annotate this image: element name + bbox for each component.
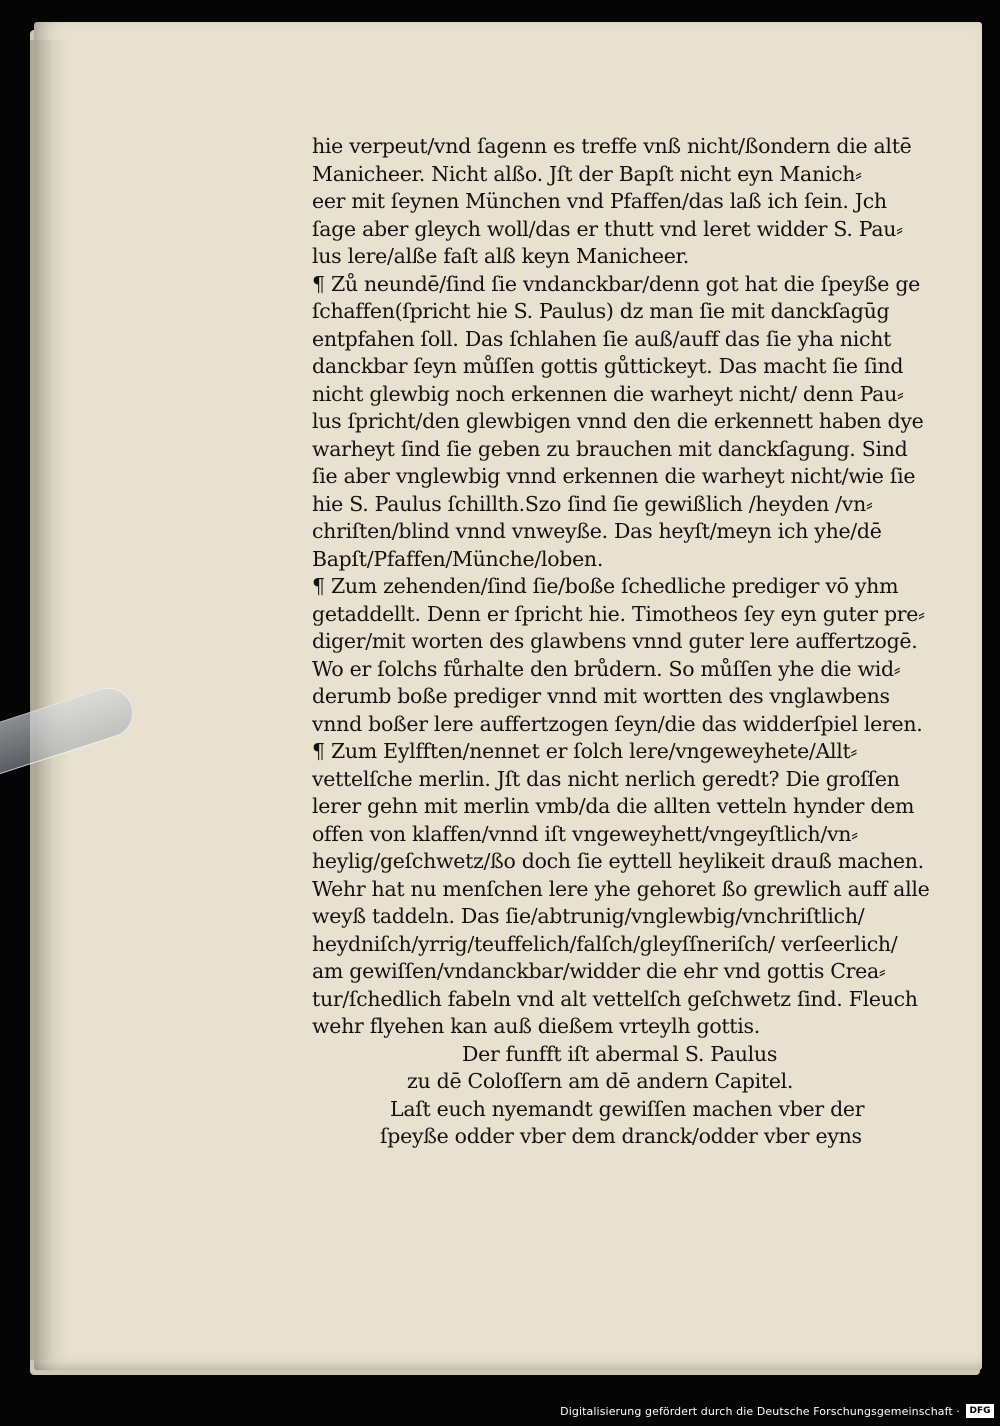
text-line: Manicheer. Nicht alßo. Jſt der Bapſt nicht eyn Manich⸗ bbox=[312, 161, 862, 186]
text-line: weyß taddeln. Das ſie/abtrunig/vnglewbig/vnchriſtlich/ bbox=[312, 904, 865, 928]
section-heading-line: Der funfft iſt abermal S. Paulus bbox=[462, 1041, 778, 1066]
text-line: ¶ Zů neundē/ſind ſie vndanckbar/denn got hat die ſpeyße ge bbox=[312, 271, 921, 296]
text-line: am gewiſſen/vndanckbar/widder die ehr vnd gottis Crea⸗ bbox=[312, 959, 886, 983]
text-line: derumb boße prediger vnnd mit wortten des vnglawbens bbox=[312, 684, 890, 708]
text-line: eer mit ſeynen München vnd Pfaffen/das laß ich ſein. Jch bbox=[312, 189, 887, 213]
text-line: getaddellt. Denn er ſpricht hie. Timotheos ſey eyn guter pre⸗ bbox=[312, 601, 925, 626]
text-line: tur/ſchedlich fabeln vnd alt vettelſch geſchwetz ſind. Fleuch bbox=[312, 986, 918, 1011]
text-line: Wehr hat nu menſchen lere yhe gehoret ßo grewlich auff alle bbox=[312, 876, 930, 901]
text-line: ¶ Zum Eylfften/nennet er ſolch lere/vngeweyhete/Allt⸗ bbox=[312, 739, 857, 763]
text-line: vettelſche merlin. Jſt das nicht nerlich geredt? Die groſſen bbox=[312, 766, 900, 791]
main-text-block bbox=[312, 133, 974, 1151]
text-line: ſchaffen(ſpricht hie S. Paulus) dz man ſie mit danckſagūg bbox=[312, 299, 890, 323]
text-line: heydniſch/yrrig/teuffelich/falſch/gleyſſneriſch/ verſeerlich/ bbox=[312, 931, 898, 956]
text-line: danckbar ſeyn můſſen gottis gůttickeyt. Das macht ſie ſind bbox=[312, 354, 904, 378]
text-line: ſie aber vnglewbig vnnd erkennen die warheyt nicht/wie ſie bbox=[312, 464, 916, 488]
text-line: Laſt euch nyemandt gewiſſen machen vber der bbox=[390, 1096, 865, 1121]
section-heading-line: zu dē Coloſſern am dē andern Capitel. bbox=[407, 1069, 794, 1093]
text-line: lus ſpricht/den glewbigen vnnd den die erkennett haben dye bbox=[312, 409, 924, 433]
text-line: warheyt ſind ſie geben zu brauchen mit danckſagung. Sind bbox=[312, 436, 908, 461]
text-line: nicht glewbig noch erkennen die warheyt nicht/ denn Pau⸗ bbox=[312, 381, 904, 406]
text-line: heylig/geſchwetz/ßo doch ſie eyttell heylikeit drauß machen. bbox=[312, 849, 924, 873]
text-line: ſage aber gleych woll/das er thutt vnd leret widder S. Pau⸗ bbox=[312, 216, 903, 241]
text-line: diger/mit worten des glawbens vnnd guter lere auffertzogē. bbox=[312, 629, 918, 653]
text-line: chriſten/blind vnnd vnweyße. Das heyſt/meyn ich yhe/dē bbox=[312, 519, 882, 543]
text-line: Bapſt/Pfaffen/Münche/loben. bbox=[312, 546, 604, 571]
text-line: Wo er ſolchs fůrhalte den brůdern. So můſſen yhe die wid⸗ bbox=[312, 656, 901, 681]
digitization-footer bbox=[0, 1404, 1000, 1420]
text-line: lus lere/alße faſt alß keyn Manicheer. bbox=[312, 244, 690, 268]
text-line: vnnd boßer lere auffertzogen ſeyn/die das widderſpiel leren. bbox=[312, 711, 923, 736]
footer-credit: Digitalisierung gefördert durch die Deutsche Forschungsgemeinschaft · bbox=[560, 1405, 960, 1418]
dfg-logo: DFG bbox=[966, 1404, 994, 1418]
text-line: entpfahen ſoll. Das ſchlahen ſie auß/auff das ſie yha nicht bbox=[312, 326, 892, 351]
text-line: hie verpeut/vnd ſagenn es treffe vnß nicht/ßondern die altē bbox=[312, 134, 912, 158]
text-line: ¶ Zum zehenden/ſind ſie/boße ſchedliche prediger vō yhm bbox=[312, 574, 899, 598]
text-line: ſpeyße odder vber dem dranck/odder vber eyns bbox=[380, 1124, 862, 1148]
text-line: hie S. Paulus ſchillth.Szo ſind ſie gewißlich /heyden /vn⸗ bbox=[312, 491, 873, 516]
text-line: offen von klaffen/vnnd iſt vngeweyhett/vngeyſtlich/vn⸗ bbox=[312, 821, 858, 846]
text-line: wehr flyehen kan auß dießem vrteylh gottis. bbox=[312, 1014, 760, 1038]
text-line: lerer gehn mit merlin vmb/da die allten vetteln hynder dem bbox=[312, 794, 915, 818]
